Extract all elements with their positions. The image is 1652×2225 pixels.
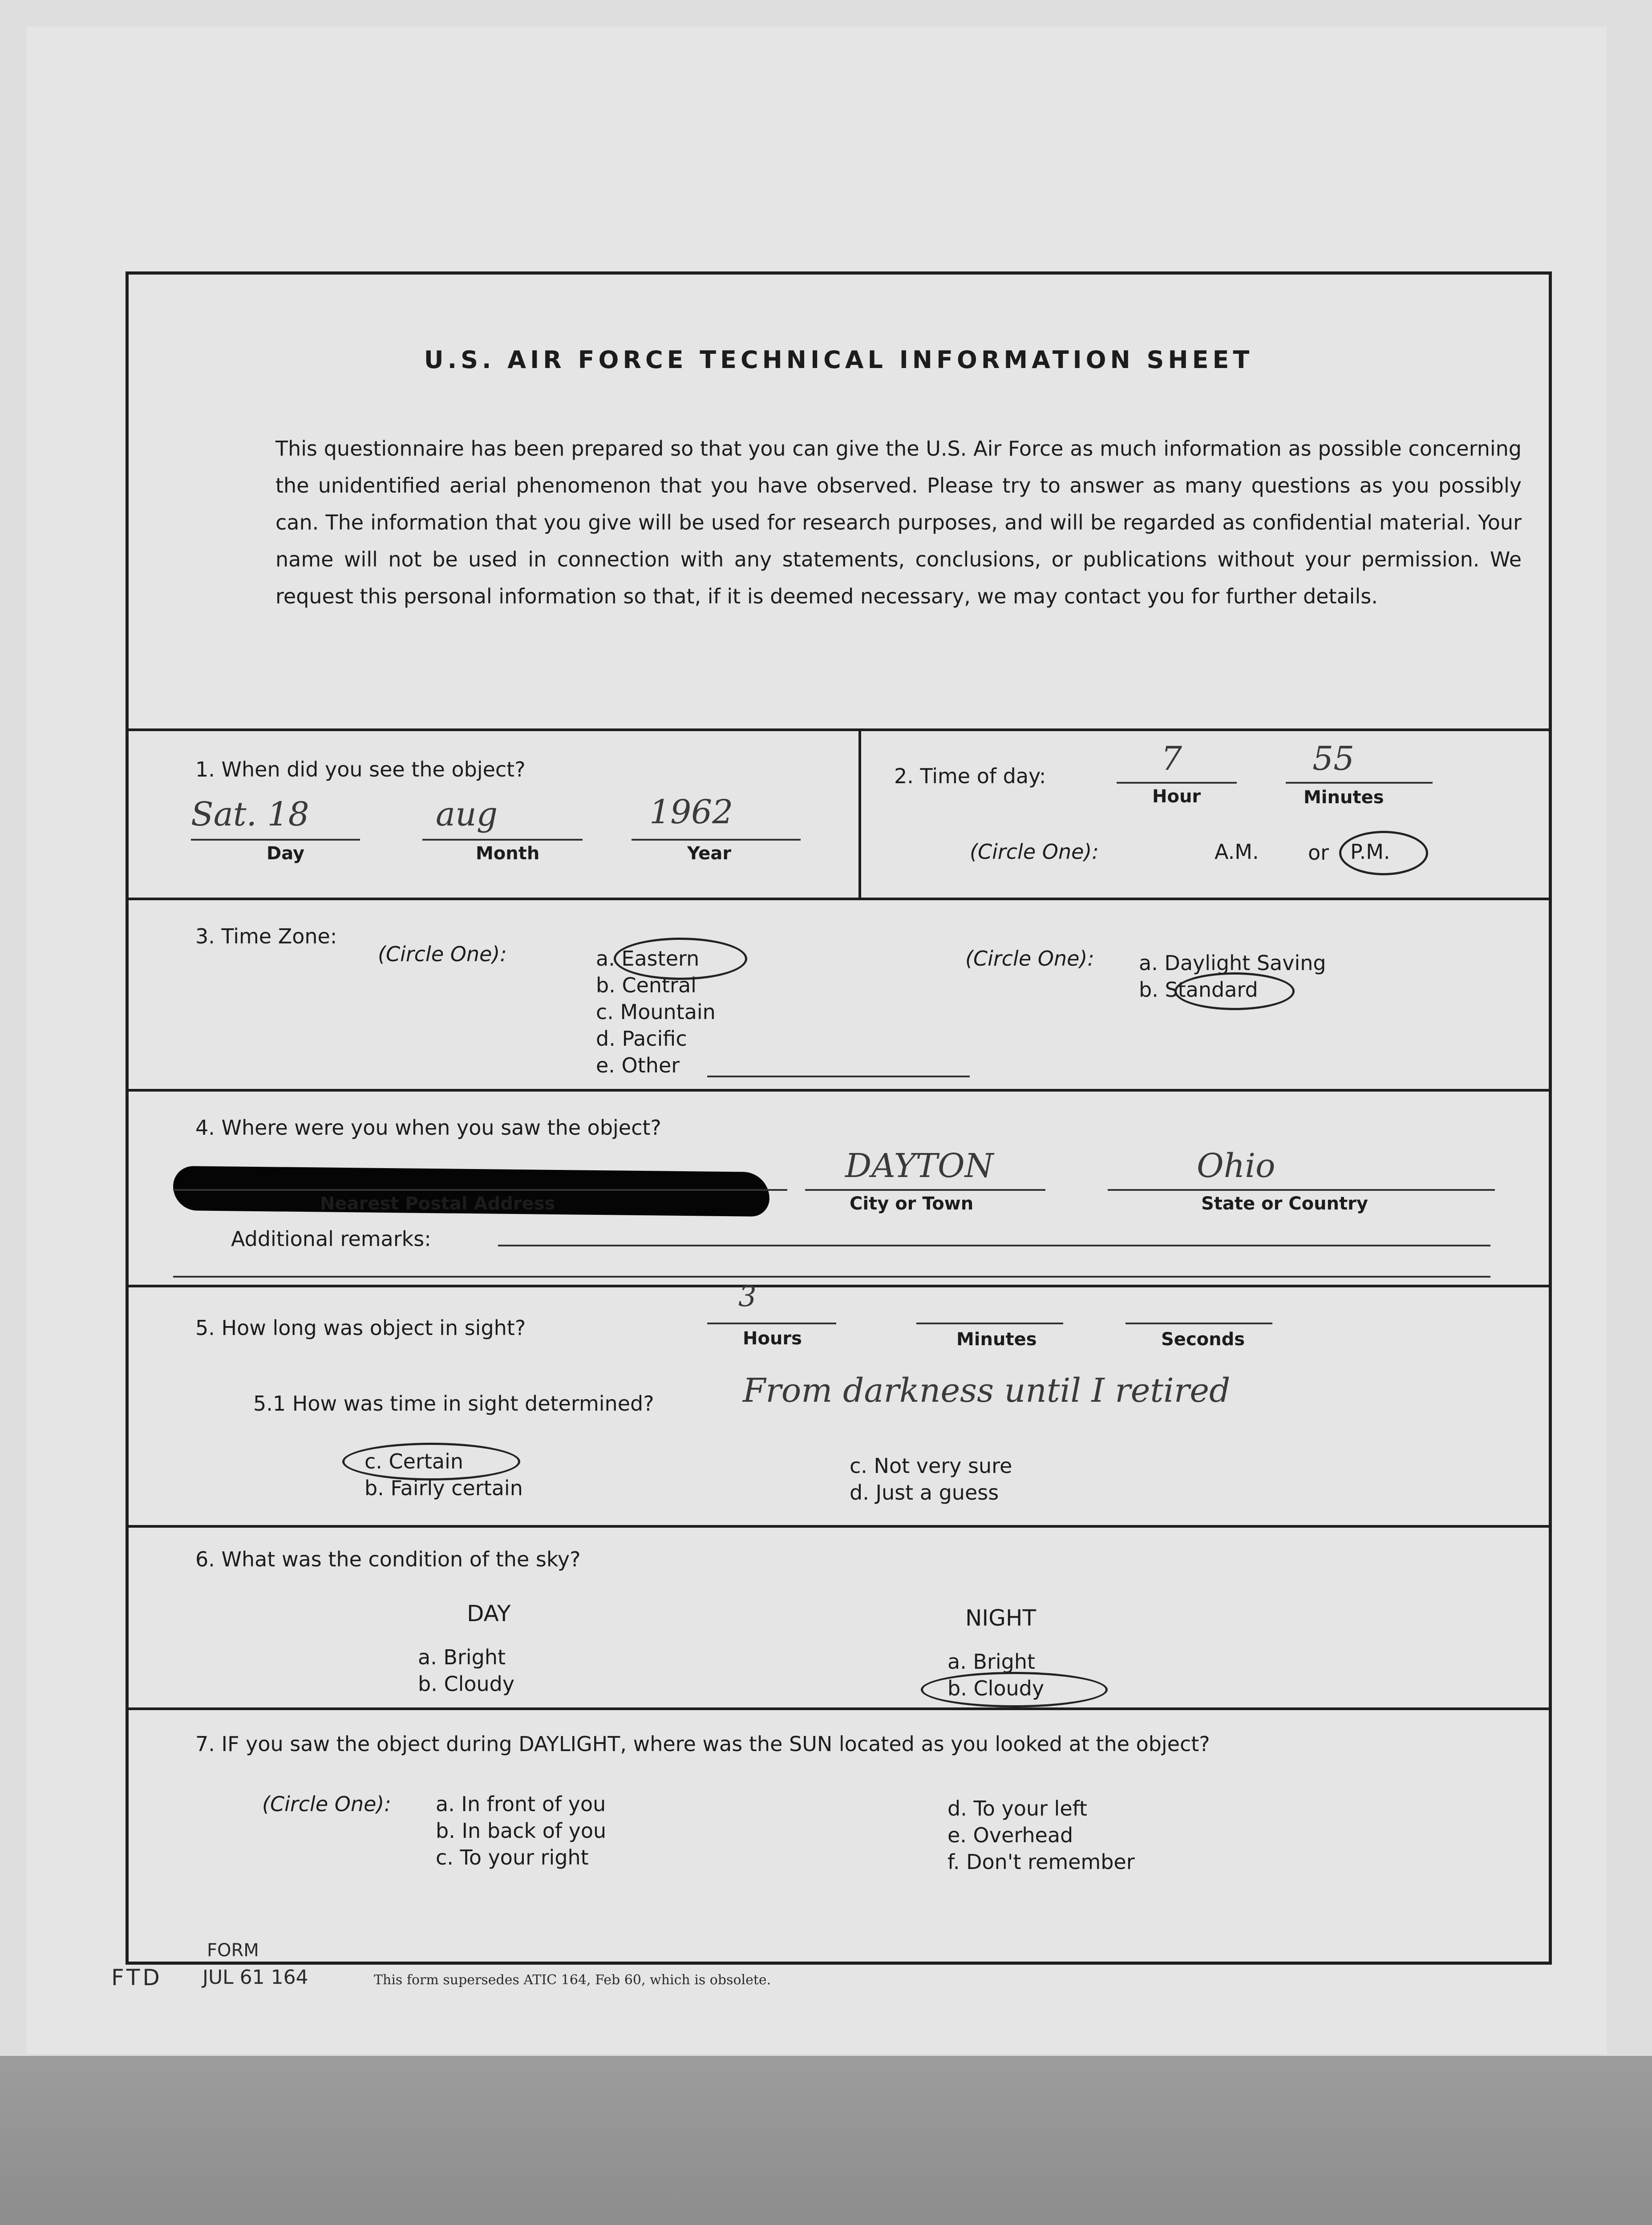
q7-circle-one: (Circle One): (262, 1792, 391, 1816)
information-sheet-form (126, 271, 1552, 1965)
q3-standard-circle-mark (1174, 972, 1295, 1010)
q2-label: 2. Time of day: (894, 764, 1046, 788)
q6-night-heading: NIGHT (965, 1605, 1037, 1631)
q4-address-line (173, 1189, 787, 1191)
q3-zone-c: c. Mountain (596, 1000, 716, 1024)
q3-zone-a: a. Eastern (596, 947, 700, 971)
footer-date-number: JUL 61 164 (202, 1966, 308, 1989)
q51-label: 5.1 How was time in sight determined? (253, 1392, 654, 1416)
q1-year-value: 1962 (649, 793, 733, 831)
intro-paragraph: This questionnaire has been prepared so that you can give the U.S. Air Force as much information as possible concerning the unidentified aerial phenomenon that you have observed. Please try to answer as many questions as you possibly can. The information that you give will be used for research purposes, and will be regarded as confidential material. Your name will not be used in connection with any statements, conclusions, or publications without your permission. We request this personal information so that, if it is deemed necessary, we may contact you for further details. (275, 437, 1522, 608)
q5-option-certain: c. Certain (364, 1449, 464, 1473)
q7-option-e: e. Overhead (947, 1823, 1073, 1847)
q1-label: 1. When did you see the object? (195, 757, 526, 781)
q5-hours-value: 3 (738, 1280, 757, 1313)
divider-q4 (129, 1089, 1549, 1092)
q2-circle-one: (Circle One): (970, 840, 1099, 864)
q2-hour-caption: Hour (1152, 786, 1201, 807)
divider-q6 (129, 1525, 1549, 1528)
divider-q3 (129, 898, 1549, 900)
q6-day-bright: a. Bright (418, 1645, 506, 1669)
divider-q1 (129, 728, 1549, 731)
q3-zone-d: d. Pacific (596, 1027, 687, 1051)
q3-zone-b: b. Central (596, 973, 696, 997)
q2-pm: P.M. (1350, 840, 1390, 864)
document-page (27, 27, 1607, 2054)
q4-state-line (1108, 1189, 1495, 1191)
q6-day-heading: DAY (467, 1601, 511, 1626)
divider-q7 (129, 1707, 1549, 1710)
q4-state-value: Ohio (1197, 1147, 1275, 1185)
q1-month-line (422, 839, 583, 841)
q6-night-bright: a. Bright (947, 1650, 1036, 1674)
q5-minutes-caption: Minutes (956, 1329, 1037, 1350)
q2-minutes-caption: Minutes (1304, 787, 1384, 808)
q4-remarks-line-2 (173, 1276, 1490, 1278)
q7-option-b: b. In back of you (436, 1819, 607, 1843)
q1-year-caption: Year (687, 843, 732, 864)
q1-day-caption: Day (267, 843, 305, 864)
q3-circle-one: (Circle One): (378, 942, 507, 966)
q51-value: From darkness until I retired (743, 1371, 1231, 1410)
q7-option-f: f. Don't remember (947, 1850, 1135, 1874)
q3-saving-b: b. Standard (1139, 978, 1258, 1002)
q5-minutes-line (916, 1323, 1063, 1324)
form-title: U.S. AIR FORCE TECHNICAL INFORMATION SHEET (424, 346, 1254, 374)
q4-remarks-line (498, 1245, 1490, 1246)
q5-seconds-line (1126, 1323, 1272, 1324)
q2-minutes-line (1286, 782, 1433, 784)
q4-city-value: DAYTON (845, 1147, 994, 1185)
q1-year-line (632, 839, 801, 841)
q1-month-caption: Month (476, 843, 540, 864)
q3-eastern-circle-mark (614, 938, 747, 980)
photo-backdrop-bottom (0, 2056, 1652, 2225)
divider-q1-q2 (858, 728, 861, 898)
q1-day-value: Sat. 18 (191, 795, 309, 833)
q2-pm-circle-mark (1339, 831, 1428, 875)
q6-day-cloudy: b. Cloudy (418, 1672, 515, 1696)
q4-label: 4. Where were you when you saw the object? (195, 1116, 661, 1140)
q6-night-cloudy-circle-mark (921, 1672, 1108, 1707)
q3-zone-e: e. Other (596, 1053, 680, 1077)
q5-option-just-a-guess: d. Just a guess (850, 1481, 999, 1505)
q6-night-cloudy: b. Cloudy (947, 1676, 1045, 1700)
q5-label: 5. How long was object in sight? (195, 1316, 526, 1340)
q3-other-line (707, 1076, 970, 1077)
q5-hours-line (707, 1323, 836, 1324)
q4-city-line (805, 1189, 1045, 1191)
q3-circle-one-2: (Circle One): (965, 947, 1094, 971)
q5-certain-circle-mark (342, 1443, 520, 1481)
q2-hour-value: 7 (1161, 740, 1182, 778)
footer-ftd: FTD (111, 1965, 162, 1990)
q5-seconds-caption: Seconds (1161, 1329, 1245, 1350)
q3-saving-a: a. Daylight Saving (1139, 951, 1326, 975)
q2-or: or (1308, 841, 1329, 865)
q5-option-fairly-certain: b. Fairly certain (364, 1476, 523, 1500)
q3-label: 3. Time Zone: (195, 924, 337, 948)
q1-day-line (191, 839, 360, 841)
footer-supersedes: This form supersedes ATIC 164, Feb 60, which is obsolete. (374, 1972, 771, 1988)
q4-state-caption: State or Country (1201, 1193, 1368, 1214)
q7-option-d: d. To your left (947, 1796, 1088, 1820)
q2-hour-line (1117, 782, 1237, 784)
divider-q5 (129, 1285, 1549, 1287)
q2-minutes-value: 55 (1312, 740, 1355, 778)
q7-label: 7. IF you saw the object during DAYLIGHT, where was the SUN located as you looked at the object? (195, 1732, 1210, 1756)
q7-option-a: a. In front of you (436, 1792, 606, 1816)
q5-option-not-very-sure: c. Not very sure (850, 1454, 1012, 1478)
q2-am: A.M. (1215, 840, 1259, 864)
q5-hours-caption: Hours (743, 1328, 802, 1349)
q6-label: 6. What was the condition of the sky? (195, 1547, 581, 1571)
q1-month-value: aug (436, 795, 498, 833)
q4-city-caption: City or Town (850, 1193, 974, 1214)
footer-form-word: FORM (207, 1940, 259, 1961)
q4-remarks-label: Additional remarks: (231, 1227, 431, 1251)
q4-address-caption: Nearest Postal Address (320, 1193, 555, 1214)
q7-option-c: c. To your right (436, 1845, 589, 1869)
